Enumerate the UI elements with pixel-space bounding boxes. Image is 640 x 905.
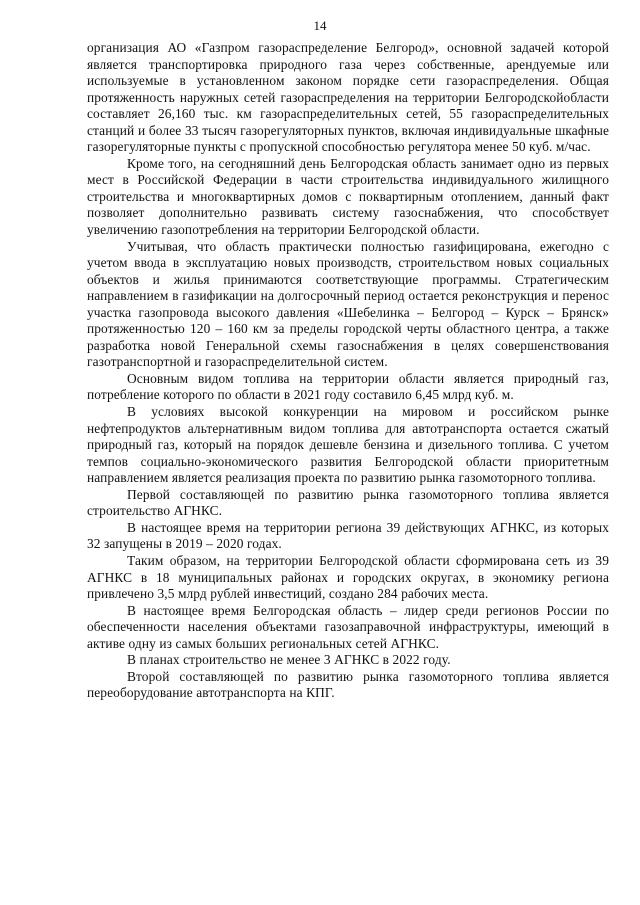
paragraph-10: В планах строительство не менее 3 АГНКС в 2022 году. — [127, 652, 451, 668]
paragraph-4: Основным видом топлива на территории области является природный газ, потребление которого по области в 2021 году составило 6,45 млрд куб. м. — [87, 370, 609, 403]
paragraph-11: Второй составляющей по развитию рынка газомоторного топлива является переоборудование автотранспорта на КПГ. — [87, 668, 609, 701]
paragraph-3: Учитывая, что область практически полностью газифицирована, ежегодно с учетом ввода в эксплуатацию новых производств, строительством новых социальных объектов и жилья принимаются соответствующие программы. Стратегическим направлением в газификации на долгосрочный период остается реконструкция и перенос участка газопровода высокого давления «Шебелинка – Белгород – Курск – Брянск» протяженностью 120 – 160 км за пределы городской черты областного центра, а также разработка новой Генеральной схемы газоснабжения в целях совершенствования газотранспортной и газораспределительной систем. — [87, 238, 609, 370]
paragraph-1: организация АО «Газпром газораспределение Белгород», основной задачей которой является транспортировка природного газа через собственные, арендуемые или используемые в установленном законом порядке сети газораспределения. Общая протяженность наружных сетей газораспределения на территории Белгородскойобласти составляет 26,160 тыс. км газораспределительных сетей, 55 газораспределительных станций и более 33 тысяч газорегуляторных пунктов, включая индивидуальные шкафные газорегуляторные пункты с пропускной способностью регулятора менее 50 куб. м/час. — [87, 40, 609, 155]
document-body — [87, 40, 609, 702]
paragraph-6: Первой составляющей по развитию рынка газомоторного топлива является строительство АГНКС. — [87, 486, 609, 519]
paragraph-9: В настоящее время Белгородская область – лидер среди регионов России по обеспеченности населения объектами газозаправочной инфраструктуры, имеющий в активе одну из самых больших региональных сетей АГНКС. — [87, 602, 609, 651]
paragraph-7: В настоящее время на территории региона 39 действующих АГНКС, из которых 32 запущены в 2019 – 2020 годах. — [87, 519, 609, 552]
paragraph-8: Таким образом, на территории Белгородской области сформирована сеть из 39 АГНКС в 18 муниципальных районах и городских округах, в экономику региона привлечено 3,5 млрд рублей инвестиций, создано 284 рабочих места. — [87, 552, 609, 602]
paragraph-5: В условиях высокой конкуренции на мировом и российском рынке нефтепродуктов альтернативным видом топлива для автотранспорта остается сжатый природный газ, который на порядок дешевле бензина и дизельного топлива. С учетом темпов социально-экономического развития Белгородской области приоритетным направлением является реализация проекта по развитию рынка газомоторного топлива. — [87, 404, 609, 486]
paragraph-2: Кроме того, на сегодняшний день Белгородская область занимает одно из первых мест в Российской Федерации в части строительства индивидуального жилищного строительства и многоквартирных домов с поквартирным отоплением, данный факт позволяет дополнительно развивать систему газоснабжения, что способствует увеличению газопотребления на территории Белгородской области. — [87, 155, 609, 238]
page-number: 14 — [313, 18, 327, 33]
